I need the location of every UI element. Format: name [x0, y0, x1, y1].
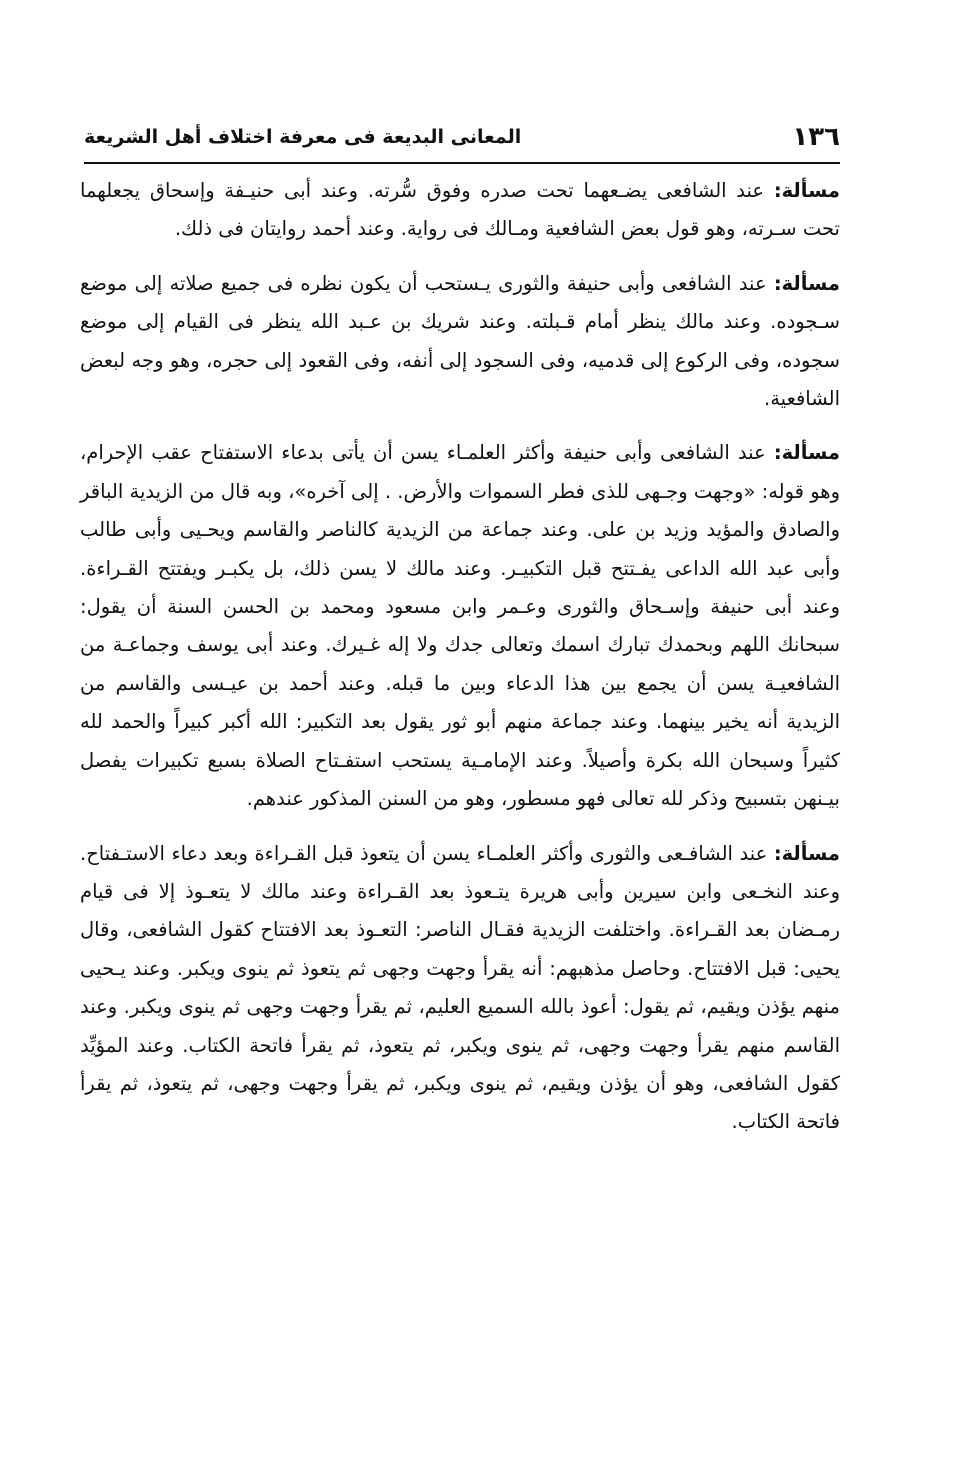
body-text [80, 172, 840, 1158]
paragraph-text: عند الشافعى وأبى حنيفة والثورى يـستحب أن يكون نظره فى جميع صلاته إلى موضع سـجوده. وعند مالك ينظر أمام قـبلته. وعند شريك بن عـبد الله ينظر فى القيام إلى موضع سجوده، وفى الركوع إلى قدميه، وفى السجود إلى أنفه، وفى القعود إلى حجره، وهو وجه لبعض الشافعية. [80, 271, 840, 411]
paragraph-text: عند الشافعى وأبى حنيفة وأكثر العلمـاء يسن أن يأتى بدعاء الاستفتاح عقب الإحرام، وهو قوله: «وجهت وجـهى للذى فطر السموات والأرض. . إلى آخره»، وبه قال من الزيدية الباقر والصادق والمؤيد وزيد بن على. وعند جماعة من الزيدية كالناصر والقاسم ويحـيى وأبى طالب وأبى عبد الله الداعى يفـتتح قبل التكبيـر. وعند مالك لا يسن ذلك، بل يكبـر ويفتتح القـراءة. وعند أبى حنيفة وإسـحاق والثورى وعـمر وابن مسعود ومحمد بن الحسن السنة أن يقول: سبحانك اللهم وبحمدك تبارك اسمك وتعالى جدك ولا إله غـيرك. وعند أبى يوسف وجماعـة من الشافعيـة يسن أن يجمع بين هذا الدعاء وبين ما قبله. وعند أحمد بن عيـسى والقاسم من الزيدية أنه يخير بينهما. وعند جماعة منهم أبو ثور يقول بعد التكبير: الله أكبر كبيراً والحمد لله كثيراً وسبحان الله بكرة وأصيلاً. وعند الإمامـية يستحب استفـتاح الصلاة بسبع تكبيرات يفصل بيـنهن بتسبيح وذكر لله تعالى فهو مسطور، وهو من السنن المذكور عندهم. [80, 441, 840, 811]
paragraph-text: عند الشافـعى والثورى وأكثر العلمـاء يسن أن يتعوذ قبل القـراءة وبعد دعاء الاستـفتاح. وعند النخـعى وابن سيرين وأبى هريرة يتـعوذ بعد القـراءة وعند مالك لا يتعـوذ إلا فى قيام رمـضان بعد القـراءة. واختلفت الزيدية فقـال الناصر: التعـوذ بعد الافتتاح كقول الشافعى، وقال يحيى: قبل الافتتاح. وحاصل مذهبهم: أنه يقرأ وجهت وجهى ثم يتعوذ ثم ينوى ويكبر. وعند يـحيى منهم يؤذن ويقيم، ثم يقول: أعوذ بالله السميع العليم، ثم يقرأ وجهت وجهى ثم ينوى ويكبر. وعند القاسم منهم يقرأ وجهت وجهى، ثم ينوى ويكبر، ثم يتعوذ، ثم يقرأ فاتحة الكتاب. وعند المؤيِّد كقول الشافعى، وهو أن يؤذن ويقيم، ثم ينوى ويكبر، ثم يقرأ وجهت وجهى، ثم يتعوذ، ثم يقرأ فاتحة الكتاب. [80, 841, 840, 1134]
page-number: ١٣٦ [792, 122, 840, 152]
paragraph-2 [80, 265, 840, 419]
paragraph-label: مسألة: [773, 179, 840, 202]
page-header [84, 118, 840, 158]
paragraph-4 [80, 835, 840, 1142]
paragraph-label: مسألة: [773, 441, 840, 465]
paragraph-label: مسألة: [773, 841, 840, 865]
running-title: المعانى البديعة فى معرفة اختلاف أهل الشريعة [84, 126, 522, 148]
paragraph-text: عند الشافعى يضـعهما تحت صدره وفوق سُّرته. وعند أبى حنيـفة وإسحاق يجعلهما تحت سـرته، وهو قول بعض الشافعية ومـالك فى رواية. وعند أحمد روايتان فى ذلك. [80, 179, 840, 241]
paragraph-1 [80, 172, 840, 249]
paragraph-3 [80, 434, 840, 818]
paragraph-label: مسألة: [773, 271, 840, 295]
header-rule [84, 162, 840, 164]
